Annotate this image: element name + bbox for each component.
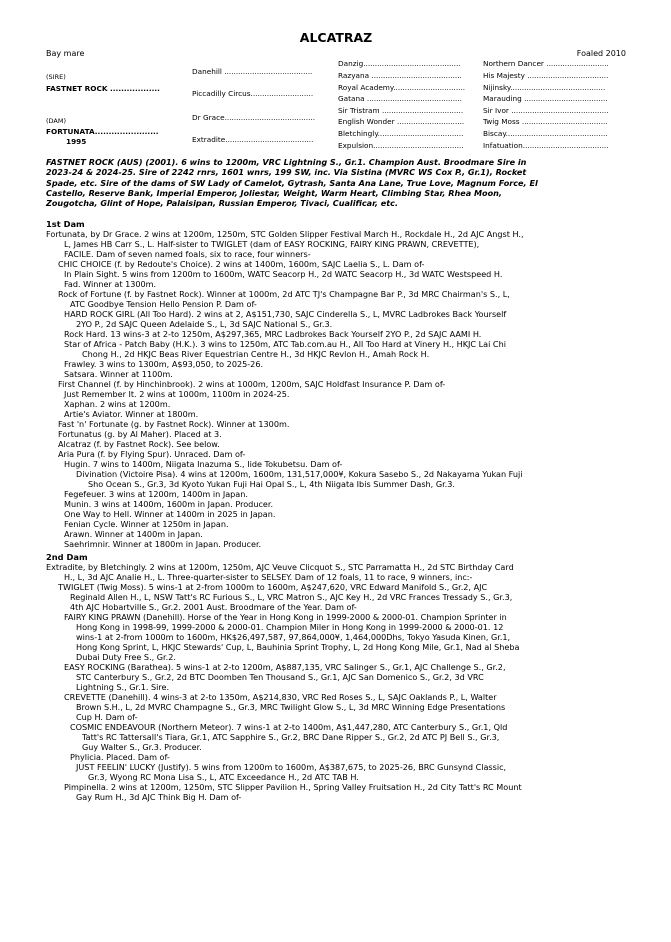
family-line: CREVETTE (Danehill). 4 wins-3 at 2-to 1350m, A$214,830, VRC Red Roses S., L, SAJC Oaklands P., L, Walter <box>64 692 497 703</box>
sire-name: FASTNET ROCK .................. <box>46 84 160 93</box>
gen4-4: Marauding .................................... <box>483 94 608 103</box>
family-line: Munin. 3 wins at 1400m, 1600m in Japan. Producer. <box>64 499 274 510</box>
family-line: Xaphan. 2 wins at 1200m. <box>64 399 171 410</box>
family-line: Sho Ocean S., Gr.3, 3d Kyoto Yukan Fuji Hai Opal S., L, 4th Niigata Ibis Summer Dash, Gr.3. <box>88 479 455 490</box>
family-line: Fenian Cycle. Winner at 1250m in Japan. <box>64 519 229 530</box>
gen3-3: Royal Academy............................... <box>338 83 466 92</box>
gen4-3: Nijinsky......................................... <box>483 83 606 92</box>
family-line: Arawn. Winner at 1400m in Japan. <box>64 529 203 540</box>
first-dam-heading: 1st Dam <box>46 219 85 230</box>
family-line: Rock Hard. 13 wins-3 at 2-to 1250m, A$297,365, MRC Ladbrokes Back Yourself 2YO P., 2d SAJC AAMI H. <box>64 329 482 340</box>
summary-line: Zougotcha, Glint of Hope, Palaisipan, Russian Emperor, Tivaci, Cualificar, etc. <box>46 198 399 209</box>
family-line: Phylicia. Placed. Dam of- <box>70 752 170 763</box>
dam-year: 1995 <box>66 137 87 146</box>
family-line: COSMIC ENDEAVOUR (Northern Meteor). 7 wins-1 at 2-to 1400m, A$1,447,280, ATC Canterbury S., Gr.1, Qld <box>70 722 508 733</box>
family-line: JUST FEELIN' LUCKY (Justify). 5 wins from 1200m to 1600m, A$387,675, to 2025-26, BRC Gunsynd Classic, <box>76 762 507 773</box>
family-line: Aria Pura (f. by Flying Spur). Unraced. Dam of- <box>58 449 246 460</box>
summary-line: Castello, Reserve Bank, Imperial Emperor, Joliestar, Weight, Warm Heart, Climbing Star, Rhea Moon, <box>46 187 502 198</box>
family-line: STC Canterbury S., Gr.2, 2d BTC Doomben Ten Thousand S., Gr.1, AJC San Domenico S., Gr.2, 3d VRC <box>76 672 484 683</box>
gen3-1: Danzig.......................................... <box>338 59 461 68</box>
family-line: Satsara. Winner at 1100m. <box>64 369 173 380</box>
family-line: Fast 'n' Fortunate (g. by Fastnet Rock). Winner at 1300m. <box>58 419 290 430</box>
foaled-year: Foaled 2010 <box>576 49 626 58</box>
dam-name: FORTUNATA....................... <box>46 127 159 136</box>
gen4-7: Biscay............................................ <box>483 129 608 138</box>
gen4-8: Infatuation..................................... <box>483 141 609 150</box>
gen3-4: Gatana ......................................... <box>338 94 462 103</box>
family-line: Saehrimnir. Winner at 1800m in Japan. Producer. <box>64 539 262 550</box>
family-line: Pimpinella. 2 wins at 1200m, 1250m, STC Slipper Pavilion H., Spring Valley Fruitsation H., 2d City Tatt's RC Mount <box>64 782 522 793</box>
family-line: 4th AJC Hobartville S., Gr.2. 2001 Aust. Broodmare of the Year. Dam of- <box>70 602 357 613</box>
gen4-2: His Majesty ................................... <box>483 71 609 80</box>
gen4-6: Twig Moss ..................................... <box>483 117 608 126</box>
family-line: Extradite, by Bletchingly. 2 wins at 1200m, 1250m, AJC Veuve Clicquot S., STC Parramatta H., 2d STC Birthday Card <box>46 562 514 573</box>
gen2-1: Danehill ...................................... <box>192 67 313 76</box>
family-line: HARD ROCK GIRL (All Too Hard). 2 wins at 2, A$151,730, SAJC Cinderella S., L, MVRC Ladbrokes Back Yourself <box>64 309 507 320</box>
family-line: Lightning S., Gr.1. Sire. <box>76 682 170 693</box>
second-dam-heading: 2nd Dam <box>46 552 88 563</box>
family-line: Tatt's RC Tattersall's Tiara, Gr.1, ATC Sapphire S., Gr.2, BRC Dane Ripper S., Gr.2, 2d ATC PJ Bell S., Gr.3, <box>82 732 500 743</box>
gen3-6: English Wonder ............................. <box>338 117 465 126</box>
gen2-4: Extradite...................................... <box>192 135 314 144</box>
family-line: Frawley. 3 wins to 1300m, A$93,050, to 2025-26. <box>64 359 264 370</box>
summary-line: Spade, etc. Sire of the dams of SW Lady of Camelot, Gytrash, Santa Ana Lane, True Love, Magnum Force, El <box>46 177 538 188</box>
first-dam-section <box>46 229 626 549</box>
family-line: Brown S.H., L, 2d MVRC Champagne S., Gr.3, MRC Twilight Glow S., L, 3d MRC Winning Edge Presentations <box>76 702 506 713</box>
horse-name: ALCATRAZ <box>299 30 373 45</box>
family-line: Fegefeuer. 3 wins at 1200m, 1400m in Japan. <box>64 489 248 500</box>
family-line: Guy Walter S., Gr.3. Producer. <box>82 742 202 753</box>
family-line: TWIGLET (Twig Moss). 5 wins-1 at 2-from 1000m to 1600m, A$247,620, VRC Edward Manifold S., Gr.2, AJC <box>58 582 488 593</box>
family-line: Dubai Duty Free S., Gr.2. <box>76 652 176 663</box>
family-line: H., L, 3d AJC Analie H., L. Three-quarter-sister to SELSEY. Dam of 12 foals, 11 to race, 9 winners, inc:- <box>64 572 473 583</box>
family-line: Star of Africa - Patch Baby (H.K.). 3 wins to 1250m, ATC Tab.com.au H., All Too Hard at Vinery H., HKJC Lai Chi <box>64 339 506 350</box>
second-dam-section <box>46 562 626 802</box>
gen4-1: Northern Dancer ........................... <box>483 59 609 68</box>
family-line: Just Remember It. 2 wins at 1000m, 1100m in 2024-25. <box>64 389 290 400</box>
family-line: EASY ROCKING (Barathea). 5 wins-1 at 2-to 1200m, A$887,135, VRC Salinger S., Gr.1, AJC Challenge S., Gr.2, <box>64 662 506 673</box>
family-line: Chong H., 2d HKJC Beas River Equestrian Centre H., 3d HKJC Revlon H., Amah Rock H. <box>82 349 430 360</box>
catalogue-page <box>46 30 626 802</box>
family-line: ATC Goodbye Tension Hello Pension P. Dam of- <box>70 299 257 310</box>
family-line: Cup H. Dam of- <box>76 712 138 723</box>
family-line: L, James HB Carr S., L. Half-sister to TWIGLET (dam of EASY ROCKING, FAIRY KING PRAWN, CREVETTE), <box>64 239 480 250</box>
sire-tag: (SIRE) <box>46 73 66 81</box>
gen2-3: Dr Grace....................................... <box>192 113 316 122</box>
sex-colour: Bay mare <box>46 49 85 58</box>
dam-tag: (DAM) <box>46 117 67 125</box>
family-line: Fad. Winner at 1300m. <box>64 279 157 290</box>
family-line: Gay Rum H., 3d AJC Think Big H. Dam of- <box>76 792 242 803</box>
gen4-5: Sir Ivor .......................................... <box>483 106 609 115</box>
header-row <box>46 49 626 58</box>
family-line: Hong Kong in 1998-99, 1999-2000 & 2000-01. Champion Miler in Hong Kong in 1999-2000 & 2000-01. 12 <box>76 622 504 633</box>
family-line: 2YO P., 2d SAJC Queen Adelaide S., L, 3d SAJC National S., Gr.3. <box>76 319 333 330</box>
family-line: First Channel (f. by Hinchinbrook). 2 wins at 1000m, 1200m, SAJC Holdfast Insurance P. Dam of- <box>58 379 446 390</box>
family-line: Divination (Victoire Pisa). 4 wins at 1200m, 1600m, 131,517,000¥, Kokura Sasebo S., 2d Nakayama Yukan Fuji <box>76 469 523 480</box>
family-line: CHIC CHOICE (f. by Redoute's Choice). 2 wins at 1400m, 1600m, SAJC Laelia S., L. Dam of- <box>58 259 425 270</box>
family-line: One Way to Hell. Winner at 1400m in 2025 in Japan. <box>64 509 276 520</box>
family-line: Hugin. 7 wins to 1400m, Niigata Inazuma S., Iide Tokubetsu. Dam of- <box>64 459 343 470</box>
family-line: Artie's Aviator. Winner at 1800m. <box>64 409 199 420</box>
family-line: Reginald Allen H., L, NSW Tatt's RC Furious S., L, VRC Matron S., AJC Key H., 2d VRC Frances Tressady S., Gr.3, <box>70 592 513 603</box>
summary-line: 2023-24 & 2024-25. Sire of 2242 rnrs, 1601 wnrs, 199 SW, inc. Via Sistina (MVRC WS Cox P., Gr.1), Rocket <box>46 167 527 178</box>
family-line: Alcatraz (f. by Fastnet Rock). See below. <box>58 439 220 450</box>
family-line: Fortunatus (g. by Al Maher). Placed at 3. <box>58 429 222 440</box>
gen3-8: Expulsion....................................... <box>338 141 464 150</box>
family-line: Gr.3, Wyong RC Mona Lisa S., L, ATC Exceedance H., 2d ATC TAB H. <box>88 772 359 783</box>
family-line: FACILE. Dam of seven named foals, six to race, four winners- <box>64 249 311 260</box>
summary-line: FASTNET ROCK (AUS) (2001). 6 wins to 1200m, VRC Lightning S., Gr.1. Champion Aust. Broodmare Sire in <box>46 157 527 167</box>
gen3-2: Razyana ....................................... <box>338 71 462 80</box>
family-line: Rock of Fortune (f. by Fastnet Rock). Winner at 1000m, 2d ATC TJ's Champagne Bar P., 3d MRC Chairman's S., L, <box>58 289 510 300</box>
family-line: Fortunata, by Dr Grace. 2 wins at 1200m, 1250m, STC Golden Slipper Festival March H., Rockdale H., 2d AJC Angst H., <box>46 229 524 240</box>
family-line: Hong Kong Sprint, L, HKJC Stewards' Cup, L, Bauhinia Sprint Trophy, L, 2d Hong Kong Mile, Gr.1, Nad al Sheba <box>76 642 520 653</box>
gen3-7: Bletchingly..................................... <box>338 129 464 138</box>
gen3-5: Sir Tristram ................................... <box>338 106 464 115</box>
gen2-2: Piccadilly Circus........................... <box>192 89 314 98</box>
sire-summary <box>46 157 626 208</box>
family-line: In Plain Sight. 5 wins from 1200m to 1600m, WATC Seacorp H., 2d WATC Seacorp H., 3d WATC Westspeed H. <box>64 269 503 280</box>
family-line: wins-1 at 2-from 1000m to 1600m, HK$26,497,587, 97,864,000¥, 1,464,000Dhs, Tokyo Yasuda Kinen, Gr.1, <box>76 632 511 643</box>
family-line: FAIRY KING PRAWN (Danehill). Horse of the Year in Hong Kong in 1999-2000 & 2000-01. Champion Sprinter in <box>64 612 507 623</box>
pedigree-table <box>46 59 626 153</box>
